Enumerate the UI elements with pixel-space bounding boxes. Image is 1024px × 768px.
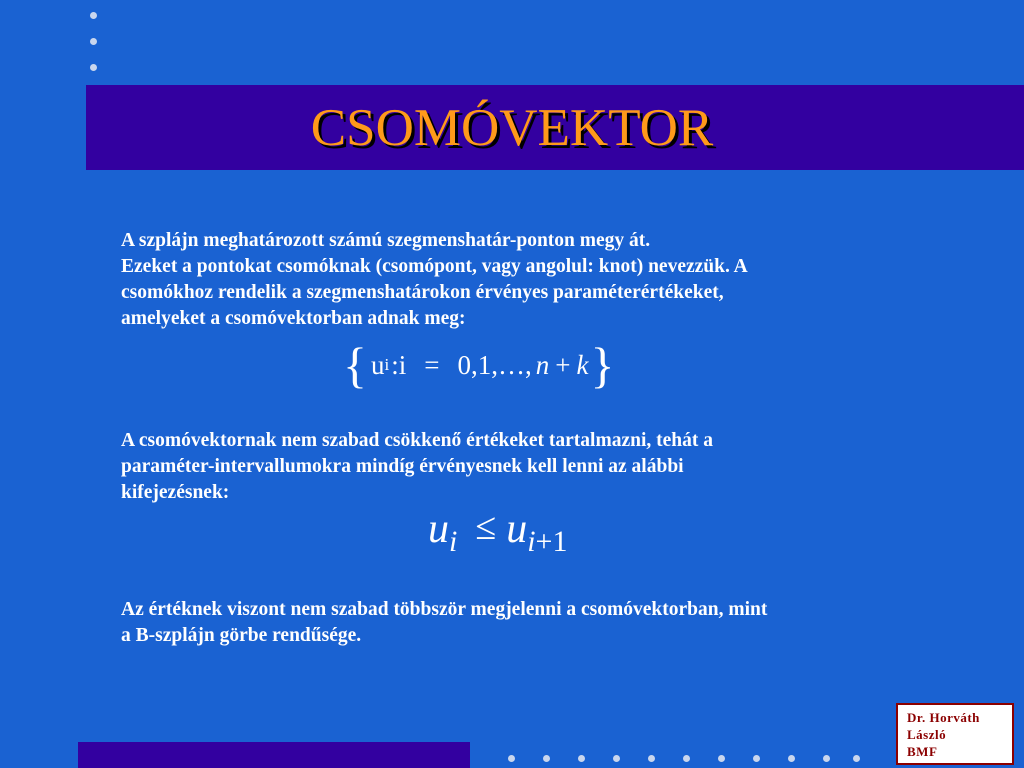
formula-close-brace: } bbox=[590, 337, 615, 393]
decor-dot bbox=[90, 12, 97, 19]
formula-leq: ≤ bbox=[475, 506, 497, 548]
decor-dot bbox=[578, 755, 585, 762]
decor-dot bbox=[613, 755, 620, 762]
author-name: Dr. Horváth bbox=[907, 709, 980, 725]
decor-dot bbox=[788, 755, 795, 762]
formula-u: u bbox=[371, 349, 385, 380]
formula-k: k bbox=[576, 349, 589, 380]
monotonic-knot-formula bbox=[428, 505, 567, 565]
decor-dot bbox=[853, 755, 860, 762]
formula-values: 0,1,…, bbox=[457, 349, 532, 380]
formula-sub-right-i: i bbox=[527, 525, 536, 558]
formula-colon-i: :i bbox=[391, 349, 407, 380]
paragraph-3-line: Az értéknek viszont nem szabad többször megjelenni a csomóvektorban, mint bbox=[121, 599, 768, 620]
formula-sub-left: i bbox=[449, 525, 458, 558]
decor-dot bbox=[718, 755, 725, 762]
paragraph-3 bbox=[121, 597, 921, 649]
paragraph-1-line: amelyeket a csomóvektorban adnak meg: bbox=[121, 308, 466, 329]
paragraph-2-line: A csomóvektornak nem szabad csökkenő értékeket tartalmazni, tehát a bbox=[121, 430, 713, 451]
paragraph-2-line: kifejezésnek: bbox=[121, 482, 230, 503]
knot-vector-formula bbox=[343, 337, 615, 393]
paragraph-1 bbox=[121, 228, 921, 332]
bottom-band bbox=[78, 742, 470, 768]
formula-n: n bbox=[535, 349, 550, 380]
decor-dot bbox=[753, 755, 760, 762]
author-institution: BMF bbox=[907, 743, 938, 759]
paragraph-1-line: csomókhoz rendelik a szegmenshatárokon érvényes paraméterértékeket, bbox=[121, 282, 724, 303]
paragraph-1-line: A szplájn meghatározott számú szegmenshatár-ponton megy át. bbox=[121, 230, 651, 251]
decor-dot bbox=[508, 755, 515, 762]
formula-u-left: u bbox=[428, 506, 449, 552]
author-surname: László bbox=[907, 726, 947, 742]
author-box bbox=[896, 703, 1014, 765]
formula-equals: = bbox=[424, 349, 440, 380]
decor-dot bbox=[683, 755, 690, 762]
formula-sub-right-plus1: +1 bbox=[535, 525, 568, 558]
decor-dot bbox=[543, 755, 550, 762]
paragraph-1-line: Ezeket a pontokat csomóknak (csomópont, vagy angolul: knot) nevezzük. A bbox=[121, 256, 748, 277]
formula-open-brace: { bbox=[343, 337, 367, 393]
decor-dot bbox=[90, 38, 97, 45]
formula-sub-i: i bbox=[384, 355, 390, 374]
decor-dot bbox=[90, 64, 97, 71]
paragraph-2 bbox=[121, 428, 921, 506]
paragraph-3-line: a B-szplájn görbe rendűsége. bbox=[121, 625, 362, 646]
decor-dot bbox=[648, 755, 655, 762]
formula-u-right: u bbox=[506, 506, 528, 552]
slide-title: CSOMÓVEKTOR bbox=[310, 98, 714, 157]
formula-plus: + bbox=[555, 349, 571, 380]
paragraph-2-line: paraméter-intervallumokra mindíg érvényesnek kell lenni az alábbi bbox=[121, 456, 684, 477]
decor-dot bbox=[823, 755, 830, 762]
